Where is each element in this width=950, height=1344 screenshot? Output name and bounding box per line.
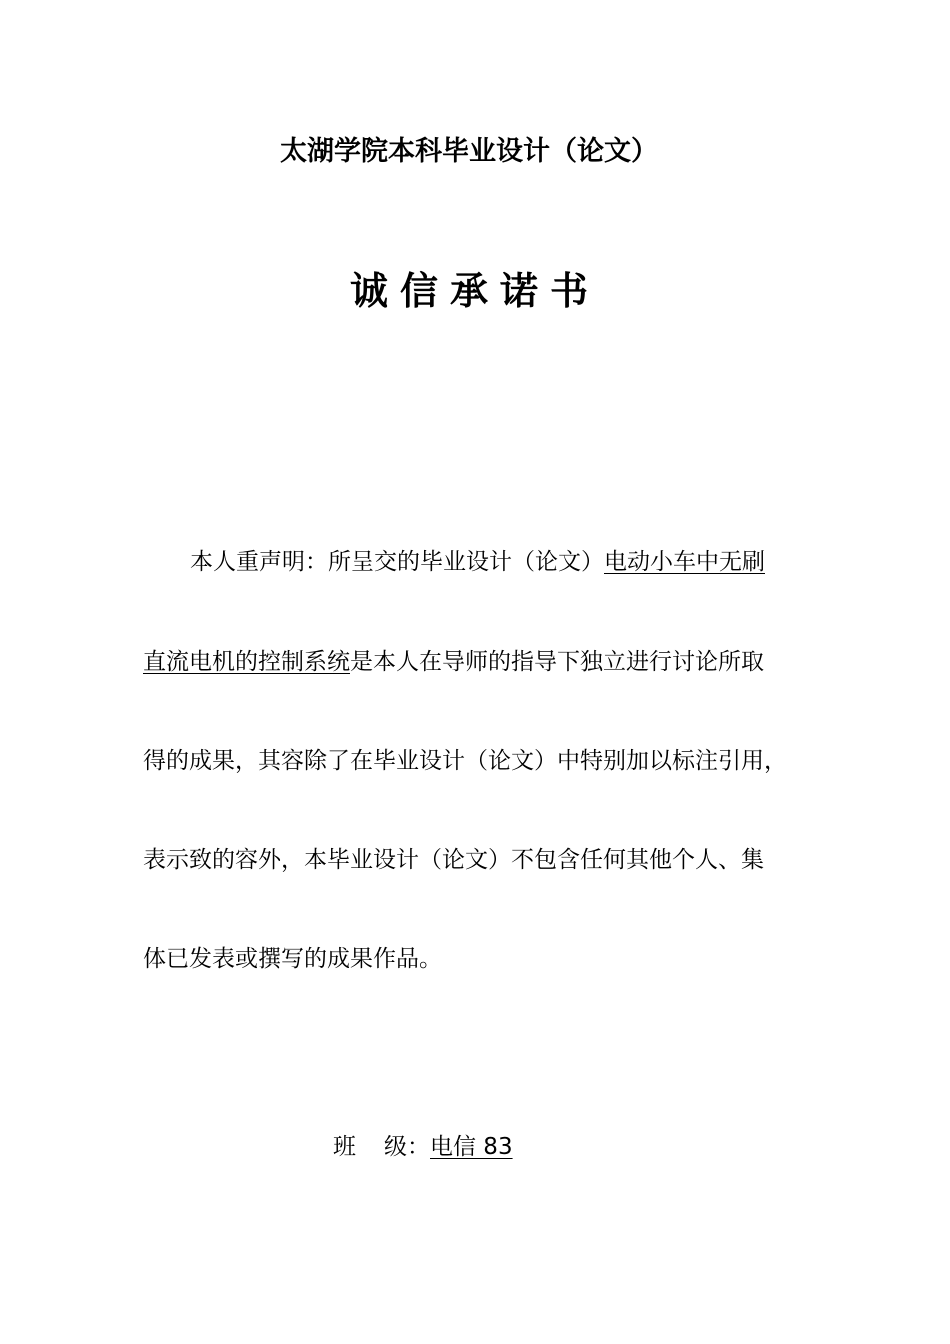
declaration-line-1 xyxy=(190,545,765,579)
declaration-line-5: 体已发表或撰写的成果作品。 xyxy=(143,946,442,972)
declaration-line-4: 表示致的容外，本毕业设计（论文）不包含任何其他个人、集 xyxy=(143,847,764,873)
document-subtitle: 太湖学院本科毕业设计（论文） xyxy=(280,136,658,167)
class-label-part-2: 级： xyxy=(384,1134,430,1160)
document-title: 诚信承诺书 xyxy=(349,269,600,313)
declaration-line-3: 得的成果，其容除了在毕业设计（论文）中特别加以标注引用， xyxy=(143,748,787,774)
declaration-line-2 xyxy=(143,645,764,679)
declaration-line-1-text: 本人重声明：所呈交的毕业设计（论文） xyxy=(190,549,604,575)
class-label xyxy=(333,1130,430,1164)
class-value: 电信 83 xyxy=(430,1134,513,1160)
thesis-title-part-2: 直流电机的控制系统 xyxy=(143,649,350,675)
declaration-line-2-text: 是本人在导师的指导下独立进行讨论所取 xyxy=(350,649,764,675)
class-field xyxy=(333,1130,513,1164)
class-label-part-1: 班 xyxy=(333,1134,356,1160)
thesis-title-part-1: 电动小车中无刷 xyxy=(604,549,765,575)
